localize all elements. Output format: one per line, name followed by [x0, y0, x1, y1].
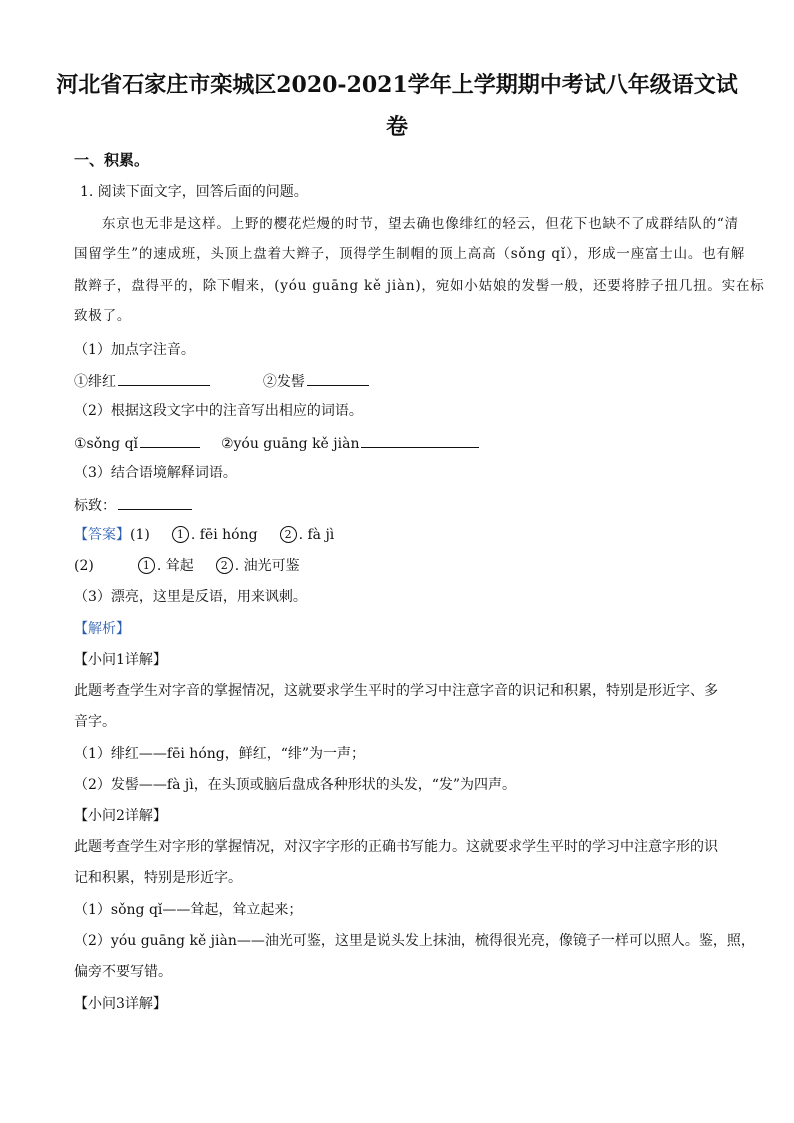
sub2-item-2: ②yóu guāng kě jiàn: [220, 436, 360, 452]
answer-label: 【答案】: [74, 527, 130, 543]
answer-row-1: [74, 525, 732, 545]
sub2-item-1: ①sǒng qǐ: [74, 436, 139, 452]
sub-question-2: （2）根据这段文字中的注音写出相应的词语。: [74, 403, 363, 419]
sub1-item-1: ①绯红: [74, 374, 116, 390]
answer-part1-a1: . fēi hóng: [190, 527, 258, 543]
detail-2-heading: 【小问2详解】: [74, 808, 167, 824]
detail-1-text: 此题考查学生对字音的掌握情况，这就要求学生平时的学习中注意字音的识记和积累，特别是形近字、多: [74, 683, 718, 699]
detail-1-item-2: （2）发髻——fà jì，在头顶或脑后盘成各种形状的头发，“发”为四声。: [74, 777, 517, 793]
answer-blank[interactable]: [307, 370, 369, 386]
page-title: 河北省石家庄市栾城区2020-2021学年上学期期中考试八年级语文试: [56, 72, 738, 98]
detail-2-item-1: （1）sǒng qǐ——耸起，耸立起来；: [74, 902, 303, 918]
sub-question-3: （3）结合语境解释词语。: [74, 465, 237, 481]
sub-question-3-item: [74, 494, 732, 516]
detail-2-text: 此题考查学生对字形的掌握情况，对汉字字形的正确书写能力。这就要求学生平时的学习中注意字形的识: [74, 839, 718, 855]
answer-part1-a2: . fà jì: [298, 527, 335, 543]
detail-1-heading: 【小问1详解】: [74, 652, 167, 668]
answer-blank[interactable]: [361, 432, 479, 448]
circled-number: 1: [138, 557, 155, 574]
answer-part2-a1: . 耸起: [156, 558, 194, 574]
answer-row-2: [74, 556, 732, 576]
sub-question-1-items: [74, 370, 732, 392]
detail-1-item-1: （1）绯红——fēi hóng，鲜红，“绯”为一声；: [74, 746, 366, 762]
answer-blank[interactable]: [140, 432, 200, 448]
detail-2-text-cont: 记和积累，特别是形近字。: [74, 870, 242, 886]
answer-part2-prefix: (2): [74, 558, 94, 574]
detail-2-item-2: （2）yóu guāng kě jiàn——油光可鉴，这里是说头发上抹油，梳得很光亮，像镜子一样可以照人。鉴，照，: [74, 933, 755, 949]
sub-question-1: （1）加点字注音。: [74, 342, 195, 358]
passage-line-1: 东京也无非是这样。上野的樱花烂熳的时节，望去确也像绯红的轻云，但花下也缺不了成群结队的“清: [102, 216, 739, 232]
answer-part2-a2: . 油光可鉴: [234, 558, 300, 574]
section-heading: 一、积累。: [74, 151, 150, 169]
page-title-continued: 卷: [385, 114, 408, 140]
detail-3-heading: 【小问3详解】: [74, 996, 167, 1012]
analysis-label: 【解析】: [74, 621, 130, 637]
answer-row-3: （3）漂亮，这里是反语，用来讽刺。: [74, 589, 307, 605]
question-prompt: 1. 阅读下面文字，回答后面的问题。: [80, 184, 308, 200]
sub1-item-2: ②发髻: [262, 374, 305, 390]
passage-line-4: 致极了。: [74, 308, 132, 324]
answer-blank[interactable]: [118, 494, 192, 510]
sub-question-2-items: [74, 432, 732, 454]
answer-part1-prefix: (1): [130, 527, 150, 543]
passage-line-3: 散辫子，盘得平的，除下帽来，(yóu guāng kě jiàn)，宛如小姑娘的发髻一般，还要将脖子扭几扭。实在标: [74, 278, 765, 294]
detail-1-text-cont: 音字。: [74, 714, 116, 730]
passage-line-2: 国留学生”的速成班，头顶上盘着大辫子，顶得学生制帽的顶上高高（sǒng qǐ），形成一座富士山。也有解: [74, 246, 746, 262]
circled-number: 2: [216, 557, 233, 574]
circled-number: 1: [172, 526, 189, 543]
sub3-item: 标致：: [74, 498, 116, 514]
circled-number: 2: [280, 526, 297, 543]
answer-blank[interactable]: [118, 370, 210, 386]
detail-2-item-2-cont: 偏旁不要写错。: [74, 964, 172, 980]
